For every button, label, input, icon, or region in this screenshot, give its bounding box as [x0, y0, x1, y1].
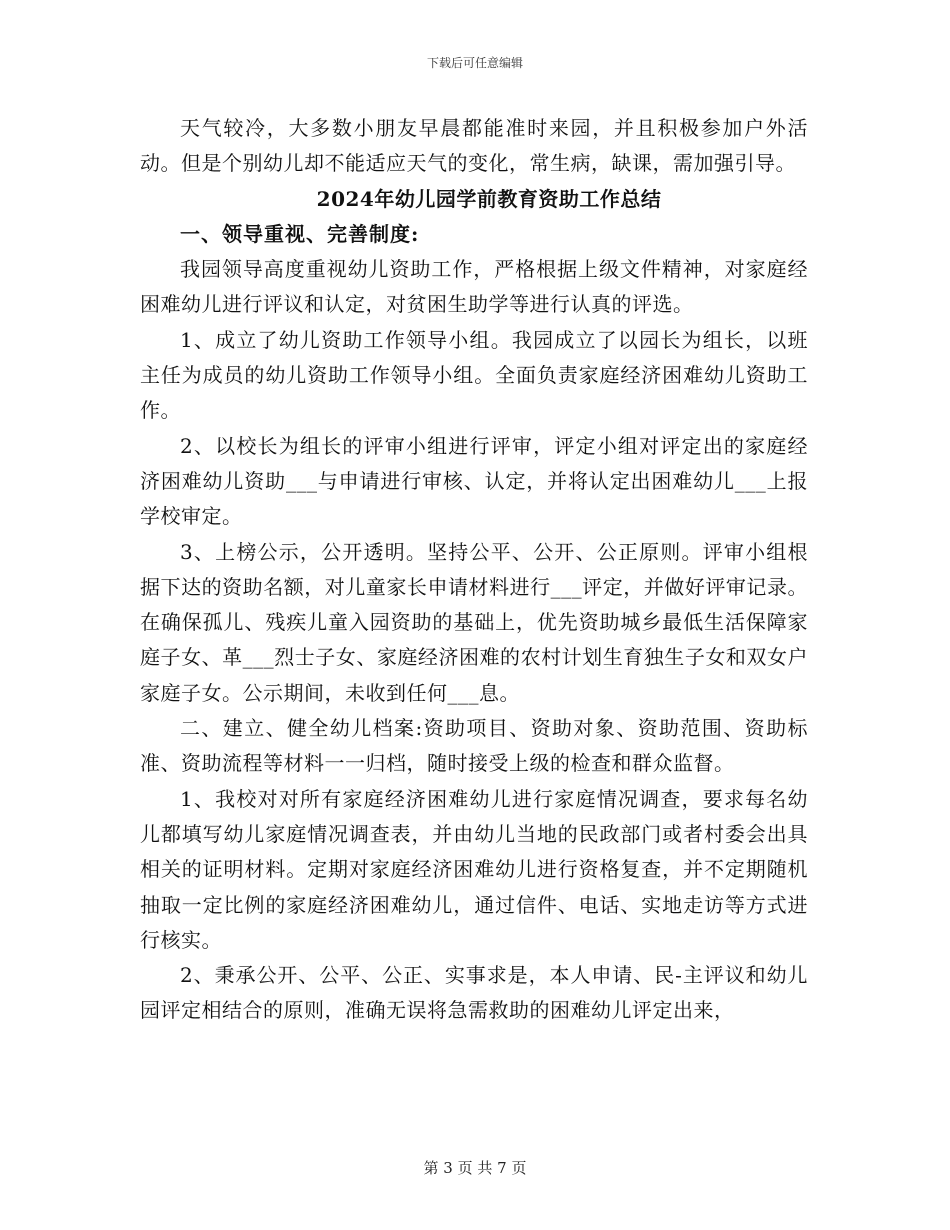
paragraph: 我园领导高度重视幼儿资助工作，严格根据上级文件精神，对家庭经困难幼儿进行评议和认定，对贫困生助学等进行认真的评选。 [140, 257, 808, 317]
document-body [140, 111, 808, 1029]
paragraph: 1、我校对对所有家庭经济困难幼儿进行家庭情况调查，要求每名幼儿都填写幼儿家庭情况调查表，并由幼儿当地的民政部门或者村委会出具相关的证明材料。定期对家庭经济困难幼儿进行资格复查，并不定期随机抽取一定比例的家庭经济困难幼儿，通过信件、电话、实地走访等方式进行核实。 [140, 786, 808, 952]
document-title: 2024年幼儿园学前教育资助工作总结 [316, 186, 662, 211]
paragraph: 2、秉承公开、公平、公正、实事求是，本人申请、民-主评议和幼儿园评定相结合的原则，准确无误将急需救助的困难幼儿评定出来， [140, 963, 808, 1023]
paragraph: 二、建立、健全幼儿档案:资助项目、资助对象、资助范围、资助标准、资助流程等材料一一归档，随时接受上级的检查和群众监督。 [140, 716, 808, 776]
paragraph: 3、上榜公示，公开透明。坚持公平、公开、公正原则。评审小组根据下达的资助名额，对儿童家长申请材料进行___评定，并做好评审记录。在确保孤儿、残疾儿童入园资助的基础上，优先资助城乡最低生活保障家庭子女、革___烈士子女、家庭经济困难的农村计划生育独生子女和双女户家庭子女。公示期间，未收到任何___息。 [140, 539, 808, 705]
section-heading: 一、领导重视、完善制度: [180, 221, 420, 246]
page-footer: 第 3 页 共 7 页 [423, 1159, 527, 1177]
paragraph: 1、成立了幼儿资助工作领导小组。我园成立了以园长为组长，以班主任为成员的幼儿资助工作领导小组。全面负责家庭经济困难幼儿资助工作。 [140, 327, 808, 423]
paragraph-intro: 天气较冷，大多数小朋友早晨都能准时来园，并且积极参加户外活动。但是个别幼儿却不能适应天气的变化，常生病，缺课，需加强引导。 [140, 116, 808, 176]
page-header: 下载后可任意编辑 [426, 56, 523, 70]
paragraph: 2、以校长为组长的评审小组进行评审，评定小组对评定出的家庭经济困难幼儿资助___与申请进行审核、认定，并将认定出困难幼儿___上报学校审定。 [140, 433, 808, 529]
